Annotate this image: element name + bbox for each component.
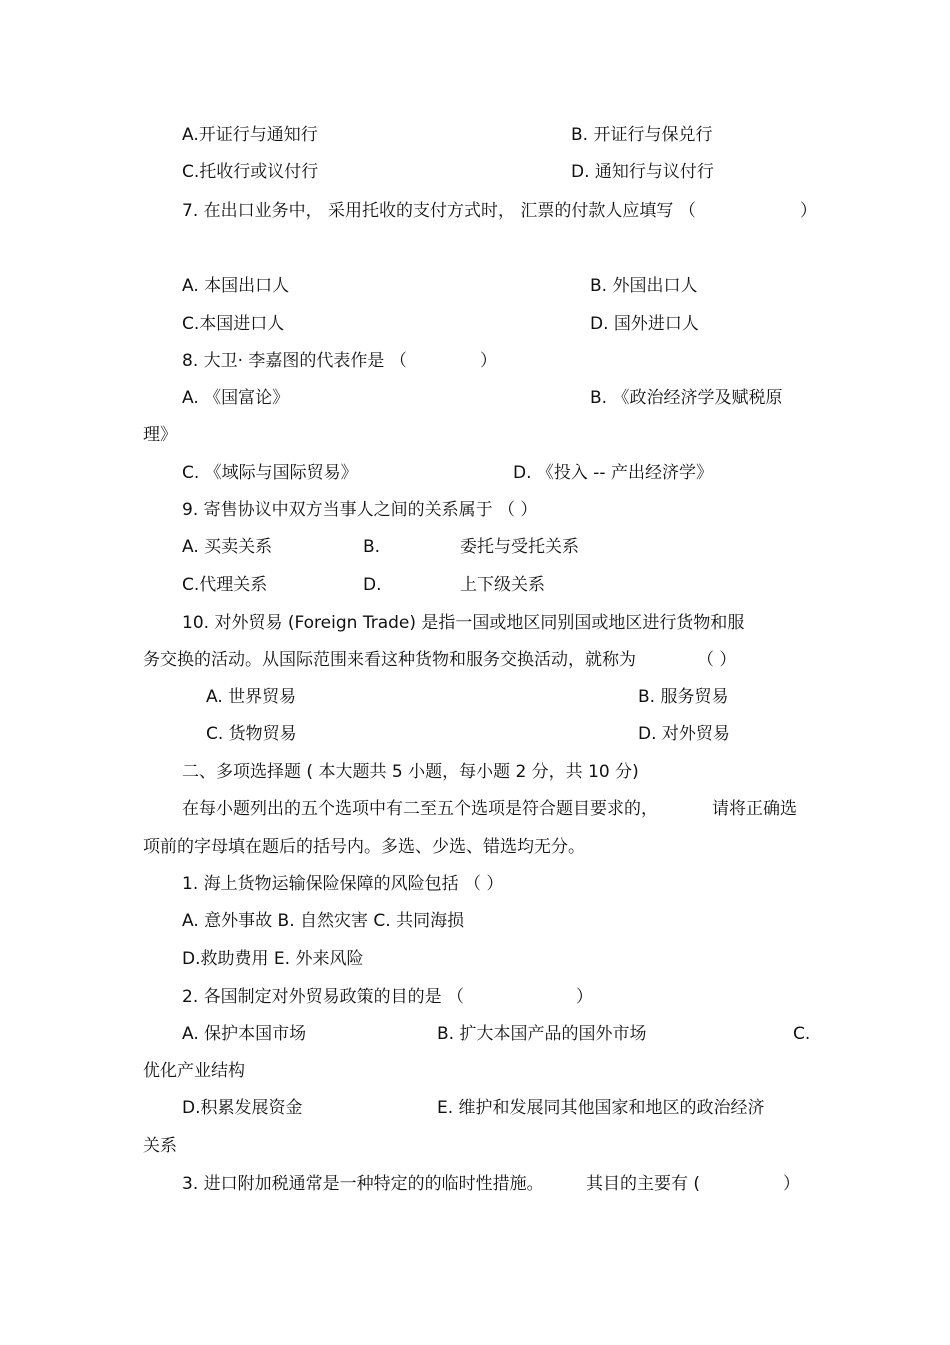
option-6c: C.托收行或议付行 bbox=[182, 162, 319, 182]
instructions-line2: 项前的字母填在题后的括号内。多选、少选、错选均无分。 bbox=[143, 837, 585, 857]
multi-option-2d: D.积累发展资金 bbox=[182, 1098, 303, 1118]
multi-question-3: 3. 进口附加税通常是一种特定的的临时性措施。 bbox=[182, 1174, 544, 1194]
option-10c: C. 货物贸易 bbox=[206, 724, 297, 744]
option-7d: D. 国外进口人 bbox=[590, 314, 699, 334]
question-10-line2: 务交换的活动。从国际范围来看这种货物和服务交换活动，就称为 bbox=[143, 650, 636, 670]
option-9d: 上下级关系 bbox=[460, 575, 545, 595]
question-10-paren: （ ） bbox=[697, 650, 737, 670]
option-8d: D. 《投入 -- 产出经济学》 bbox=[513, 463, 713, 483]
option-6d: D. 通知行与议付行 bbox=[571, 162, 714, 182]
question-8: 8. 大卫· 李嘉图的代表作是 （ bbox=[182, 351, 407, 371]
instructions-line1-end: 请将正确选 bbox=[712, 799, 797, 819]
option-9b-letter: B. bbox=[363, 537, 381, 557]
multi-question-3-paren-close: ） bbox=[783, 1174, 800, 1194]
option-7a: A. 本国出口人 bbox=[182, 276, 290, 296]
option-9a: A. 买卖关系 bbox=[182, 537, 273, 557]
multi-option-2e: E. 维护和发展同其他国家和地区的政治经济 bbox=[437, 1098, 765, 1118]
option-10a: A. 世界贸易 bbox=[206, 687, 297, 707]
option-10d: D. 对外贸易 bbox=[638, 724, 730, 744]
multi-option-1-de: D.救助费用 E. 外来风险 bbox=[182, 949, 364, 969]
multi-question-2: 2. 各国制定对外贸易政策的目的是 （ bbox=[182, 987, 465, 1007]
multi-option-2a: A. 保护本国市场 bbox=[182, 1024, 307, 1044]
multi-option-2c-letter: C. bbox=[793, 1024, 811, 1044]
option-7b: B. 外国出口人 bbox=[590, 276, 698, 296]
option-6b: B. 开证行与保兑行 bbox=[571, 125, 713, 145]
option-9c: C.代理关系 bbox=[182, 575, 268, 595]
option-9b: 委托与受托关系 bbox=[460, 537, 579, 557]
multi-question-2-paren-close: ） bbox=[576, 987, 593, 1007]
multi-option-2c: 优化产业结构 bbox=[143, 1061, 245, 1081]
multi-option-2b: B. 扩大本国产品的国外市场 bbox=[437, 1024, 647, 1044]
option-7c: C.本国进口人 bbox=[182, 314, 285, 334]
question-9: 9. 寄售协议中双方当事人之间的关系属于 （ ） bbox=[182, 500, 538, 520]
multi-question-3-end: 其目的主要有 ( bbox=[586, 1174, 701, 1194]
option-8c: C. 《域际与国际贸易》 bbox=[182, 463, 358, 483]
question-7-paren-close: ） bbox=[800, 201, 817, 221]
option-8b-continued: 理》 bbox=[143, 425, 177, 445]
multi-option-2e-continued: 关系 bbox=[143, 1136, 177, 1156]
option-8b: B. 《政治经济学及赋税原 bbox=[590, 388, 783, 408]
question-10-line1: 10. 对外贸易 (Foreign Trade) 是指一国或地区同别国或地区进行货物和服 bbox=[182, 613, 745, 633]
question-7: 7. 在出口业务中， 采用托收的支付方式时， 汇票的付款人应填写 （ bbox=[182, 201, 696, 221]
option-9d-letter: D. bbox=[363, 575, 382, 595]
question-8-paren-close: ） bbox=[480, 351, 497, 371]
option-8a: A. 《国富论》 bbox=[182, 388, 290, 408]
multi-option-1-abc: A. 意外事故 B. 自然灾害 C. 共同海损 bbox=[182, 911, 465, 931]
instructions-line1: 在每小题列出的五个选项中有二至五个选项是符合题目要求的， bbox=[182, 799, 658, 819]
option-10b: B. 服务贸易 bbox=[638, 687, 729, 707]
multi-question-1: 1. 海上货物运输保险保障的风险包括 （ ） bbox=[182, 874, 504, 894]
section-2-heading: 二、多项选择题 ( 本大题共 5 小题，每小题 2 分，共 10 分) bbox=[182, 762, 639, 782]
option-6a: A.开证行与通知行 bbox=[182, 125, 318, 145]
